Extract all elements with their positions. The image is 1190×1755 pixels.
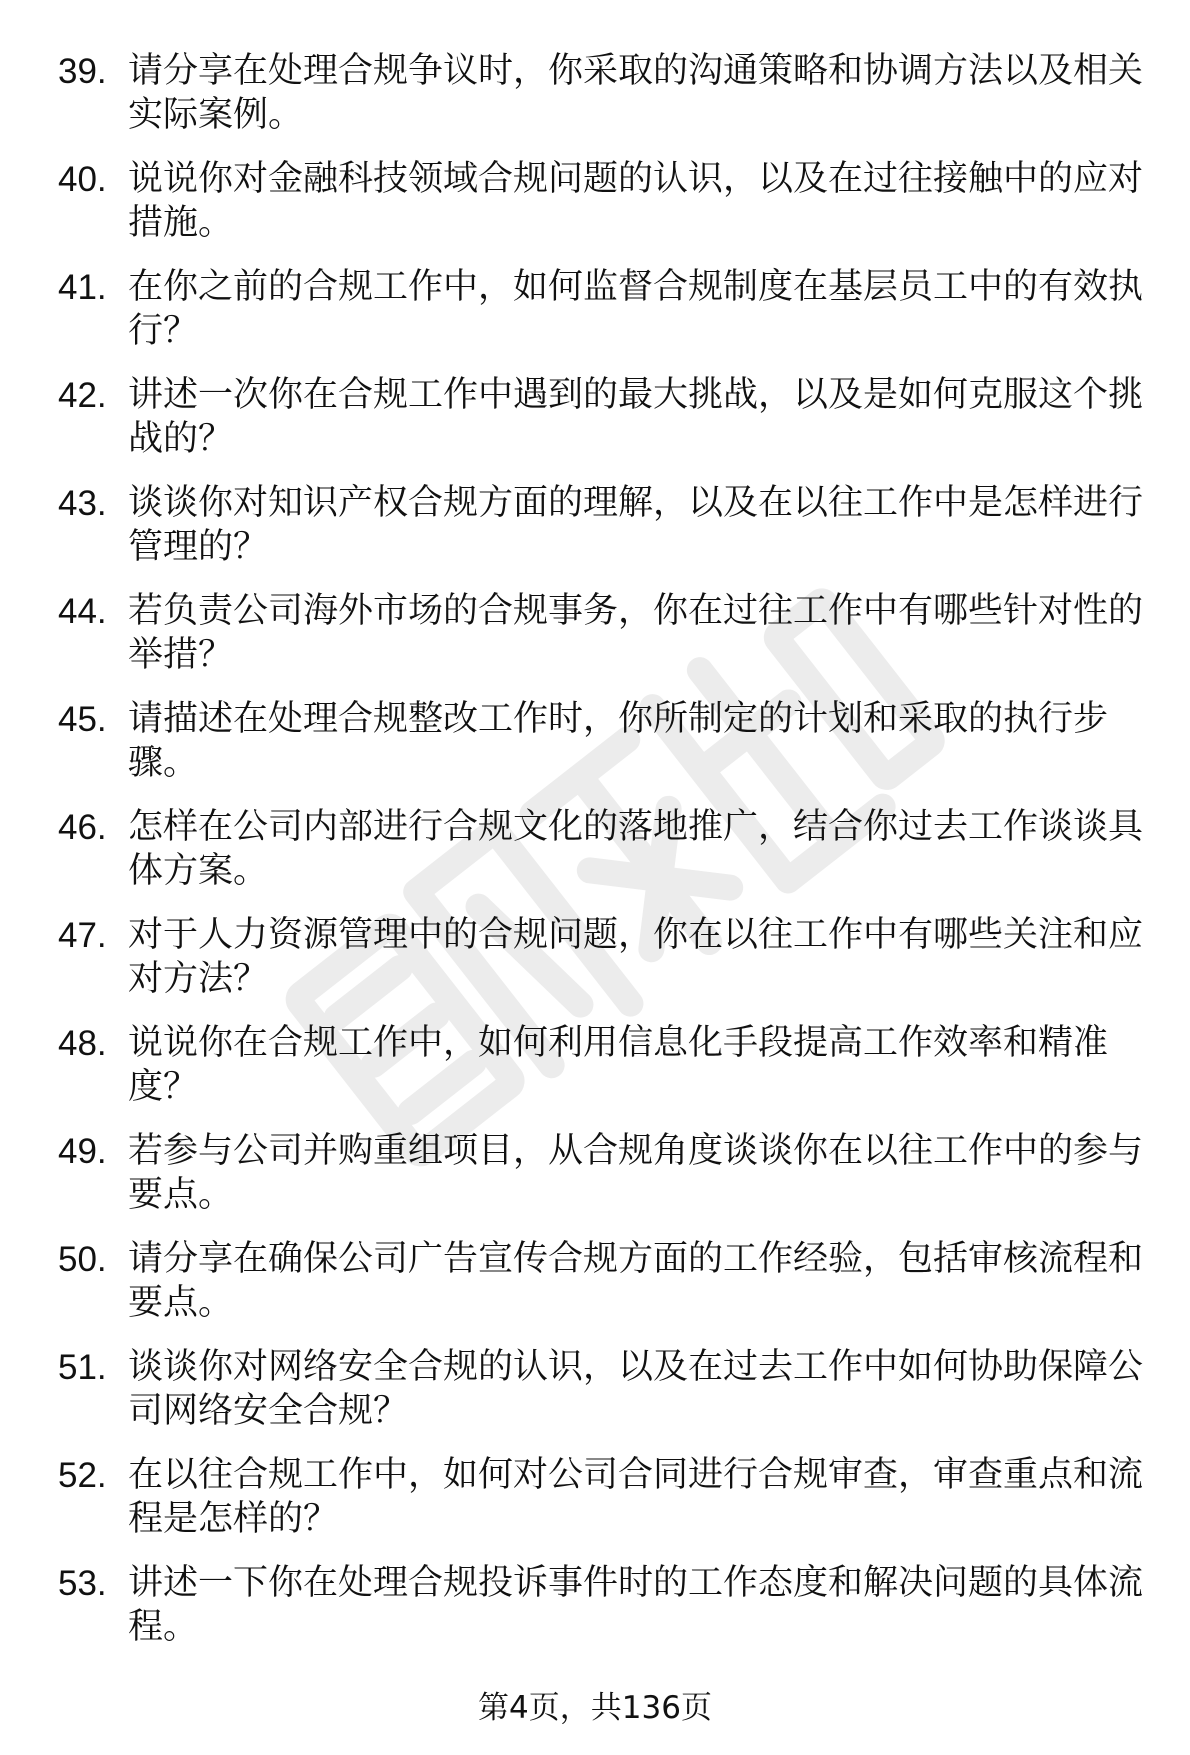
question-text: 在以往合规工作中，如何对公司合同进行合规审查，审查重点和流程是怎样的？ <box>128 1455 1144 1539</box>
question-text: 说说你对金融科技领域合规问题的认识，以及在过往接触中的应对措施。 <box>128 159 1144 243</box>
question-text: 讲述一次你在合规工作中遇到的最大挑战，以及是如何克服这个挑战的？ <box>128 375 1144 459</box>
question-text: 谈谈你对网络安全合规的认识，以及在过去工作中如何协助保障公司网络安全合规？ <box>128 1347 1144 1431</box>
question-number: 42. <box>58 376 107 415</box>
list-item <box>58 1022 1148 1109</box>
question-number: 45. <box>58 700 107 739</box>
question-text: 怎样在公司内部进行合规文化的落地推广，结合你过去工作谈谈具体方案。 <box>128 807 1144 891</box>
list-item <box>58 266 1148 353</box>
list-item <box>58 1346 1148 1433</box>
question-text: 若参与公司并购重组项目，从合规角度谈谈你在以往工作中的参与要点。 <box>128 1131 1144 1215</box>
question-text: 谈谈你对知识产权合规方面的理解，以及在以往工作中是怎样进行管理的？ <box>128 483 1144 567</box>
question-list <box>58 50 1148 1670</box>
question-number: 49. <box>58 1132 107 1171</box>
question-text: 在你之前的合规工作中，如何监督合规制度在基层员工中的有效执行？ <box>128 267 1144 351</box>
list-item <box>58 482 1148 569</box>
list-item <box>58 374 1148 461</box>
question-number: 41. <box>58 268 107 307</box>
list-item <box>58 1562 1148 1649</box>
list-item <box>58 806 1148 893</box>
question-number: 46. <box>58 808 107 847</box>
list-item <box>58 1454 1148 1541</box>
question-number: 51. <box>58 1348 107 1387</box>
list-item <box>58 158 1148 245</box>
list-item <box>58 698 1148 785</box>
question-text: 讲述一下你在处理合规投诉事件时的工作态度和解决问题的具体流程。 <box>128 1563 1144 1647</box>
list-item <box>58 914 1148 1001</box>
question-text: 若负责公司海外市场的合规事务，你在过往工作中有哪些针对性的举措？ <box>128 591 1144 675</box>
list-item <box>58 50 1148 137</box>
question-number: 48. <box>58 1024 107 1063</box>
question-number: 50. <box>58 1240 107 1279</box>
question-text: 说说你在合规工作中，如何利用信息化手段提高工作效率和精准度？ <box>128 1023 1109 1107</box>
page-number-label: 第4页，共136页 <box>478 1690 712 1726</box>
question-number: 39. <box>58 52 107 91</box>
question-number: 44. <box>58 592 107 631</box>
list-item <box>58 1130 1148 1217</box>
question-number: 52. <box>58 1456 107 1495</box>
question-number: 47. <box>58 916 107 955</box>
list-item <box>58 590 1148 677</box>
list-item <box>58 1238 1148 1325</box>
question-text: 请分享在确保公司广告宣传合规方面的工作经验，包括审核流程和要点。 <box>128 1239 1144 1323</box>
question-text: 请分享在处理合规争议时，你采取的沟通策略和协调方法以及相关实际案例。 <box>128 51 1144 135</box>
question-number: 43. <box>58 484 107 523</box>
question-number: 53. <box>58 1564 107 1603</box>
page-footer <box>0 1688 1190 1728</box>
question-number: 40. <box>58 160 107 199</box>
question-text: 请描述在处理合规整改工作时，你所制定的计划和采取的执行步骤。 <box>128 699 1109 783</box>
question-text: 对于人力资源管理中的合规问题，你在以往工作中有哪些关注和应对方法？ <box>128 915 1144 999</box>
